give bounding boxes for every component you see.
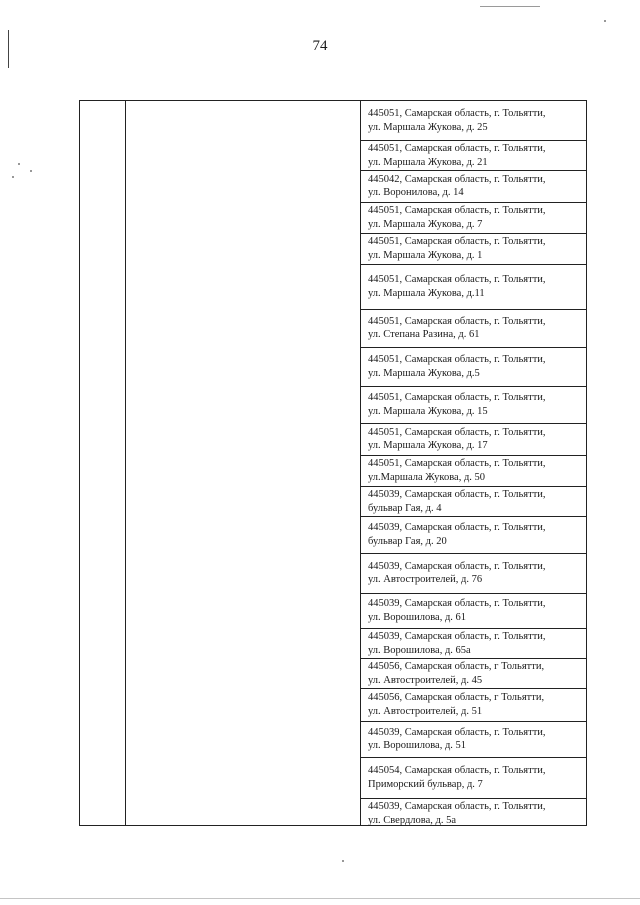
row-divider <box>361 386 586 387</box>
address-line-street: ул. Маршала Жукова, д. 1 <box>368 249 483 261</box>
address-cell <box>368 391 582 418</box>
address-line-region: 445039, Самарская область, г. Тольятти, <box>368 726 546 738</box>
address-line-region: 445051, Самарская область, г. Тольятти, <box>368 392 546 403</box>
address-line-street: ул. Автостроителей, д. 45 <box>368 674 483 686</box>
scan-artifact <box>0 898 640 899</box>
address-line-region: 445042, Самарская область, г. Тольятти, <box>368 173 546 185</box>
address-line-street: ул. Маршала Жукова, д. 15 <box>368 405 488 417</box>
address-line-region: 445051, Самарская область, г. Тольятти, <box>368 236 546 247</box>
address-line-street: ул. Свердлова, д. 5а <box>368 814 457 826</box>
address-cell <box>368 488 582 515</box>
address-line-street: ул.Маршала Жукова, д. 50 <box>368 471 486 483</box>
scan-artifact <box>18 163 20 165</box>
address-line-region: 445056, Самарская область, г Тольятти, <box>368 692 545 703</box>
address-cell <box>368 426 582 453</box>
address-cell <box>368 630 582 657</box>
address-line-street: ул. Степана Разина, д. 61 <box>368 329 480 340</box>
row-divider <box>361 140 586 141</box>
address-line-street: ул. Маршала Жукова, д. 7 <box>368 218 483 230</box>
address-line-region: 445051, Самарская область, г. Тольятти, <box>368 426 546 438</box>
address-line-street: ул. Ворошилова, д. 65а <box>368 644 471 656</box>
row-divider <box>361 516 586 517</box>
address-cell <box>368 660 582 687</box>
row-divider <box>361 721 586 722</box>
row-divider <box>361 347 586 348</box>
address-line-street: Приморский бульвар, д. 7 <box>368 778 483 790</box>
address-line-street: бульвар Гая, д. 20 <box>368 535 447 547</box>
address-line-region: 445039, Самарская область, г. Тольятти, <box>368 801 546 812</box>
row-divider <box>361 202 586 203</box>
address-line-street: ул. Автостроителей, д. 76 <box>368 574 483 585</box>
address-line-street: ул. Ворошилова, д. 61 <box>368 611 467 623</box>
address-line-region: 445056, Самарская область, г Тольятти, <box>368 661 545 672</box>
address-line-street: ул. Ворошилова, д. 51 <box>368 740 467 751</box>
scan-artifact <box>12 176 14 178</box>
address-cell <box>368 235 582 262</box>
row-divider <box>361 486 586 487</box>
scan-artifact <box>342 860 344 862</box>
address-cell <box>368 560 582 587</box>
address-cell <box>368 142 582 169</box>
address-cell <box>368 173 582 200</box>
address-line-street: ул. Маршала Жукова, д.5 <box>368 367 480 379</box>
address-cell <box>368 204 582 231</box>
row-divider <box>361 553 586 554</box>
address-cell <box>368 726 582 753</box>
row-divider <box>361 658 586 659</box>
address-cell <box>368 800 582 827</box>
address-line-street: бульвар Гая, д. 4 <box>368 502 442 514</box>
address-cell <box>368 764 582 791</box>
row-divider <box>361 593 586 594</box>
address-cell <box>368 315 582 342</box>
address-line-street: ул. Маршала Жукова, д. 25 <box>368 121 488 133</box>
address-table <box>79 100 587 826</box>
scan-artifact <box>30 170 32 172</box>
row-divider <box>361 798 586 799</box>
row-divider <box>361 757 586 758</box>
address-cell <box>368 107 582 134</box>
address-line-region: 445054, Самарская область, г. Тольятти, <box>368 765 546 776</box>
address-line-street: ул. Воронилова, д. 14 <box>368 187 464 198</box>
address-line-street: ул. Маршала Жукова, д. 21 <box>368 156 488 168</box>
address-line-region: 445051, Самарская область, г. Тольятти, <box>368 458 546 469</box>
address-line-region: 445051, Самарская область, г. Тольятти, <box>368 354 546 365</box>
row-divider <box>361 455 586 456</box>
row-divider <box>361 170 586 171</box>
row-divider <box>361 688 586 689</box>
address-cell <box>368 353 582 380</box>
address-cell <box>368 457 582 484</box>
address-line-street: ул. Маршала Жукова, д.11 <box>368 287 485 299</box>
address-line-region: 445039, Самарская область, г. Тольятти, <box>368 522 546 533</box>
address-line-region: 445039, Самарская область, г. Тольятти, <box>368 598 546 609</box>
row-divider <box>361 264 586 265</box>
address-line-region: 445051, Самарская область, г. Тольятти, <box>368 143 546 154</box>
column-divider-first <box>125 101 126 825</box>
address-cell <box>368 273 582 300</box>
address-line-street: ул. Маршала Жукова, д. 17 <box>368 440 488 451</box>
address-cell <box>368 691 582 718</box>
row-divider <box>361 423 586 424</box>
row-divider <box>361 628 586 629</box>
column-divider-second <box>360 101 361 825</box>
address-line-region: 445039, Самарская область, г. Тольятти, <box>368 489 546 500</box>
address-line-region: 445051, Самарская область, г. Тольятти, <box>368 108 546 119</box>
scan-artifact <box>480 6 540 7</box>
address-line-region: 445051, Самарская область, г. Тольятти, <box>368 274 546 285</box>
address-cell <box>368 597 582 624</box>
address-line-region: 445039, Самарская область, г. Тольятти, <box>368 631 546 642</box>
address-line-region: 445039, Самарская область, г. Тольятти, <box>368 560 546 572</box>
address-cell <box>368 521 582 548</box>
page-number: 74 <box>312 38 328 54</box>
address-line-street: ул. Автостроителей, д. 51 <box>368 705 483 717</box>
scan-artifact <box>604 20 606 22</box>
row-divider <box>361 309 586 310</box>
address-line-region: 445051, Самарская область, г. Тольятти, <box>368 205 546 216</box>
address-line-region: 445051, Самарская область, г. Тольятти, <box>368 315 546 327</box>
row-divider <box>361 233 586 234</box>
